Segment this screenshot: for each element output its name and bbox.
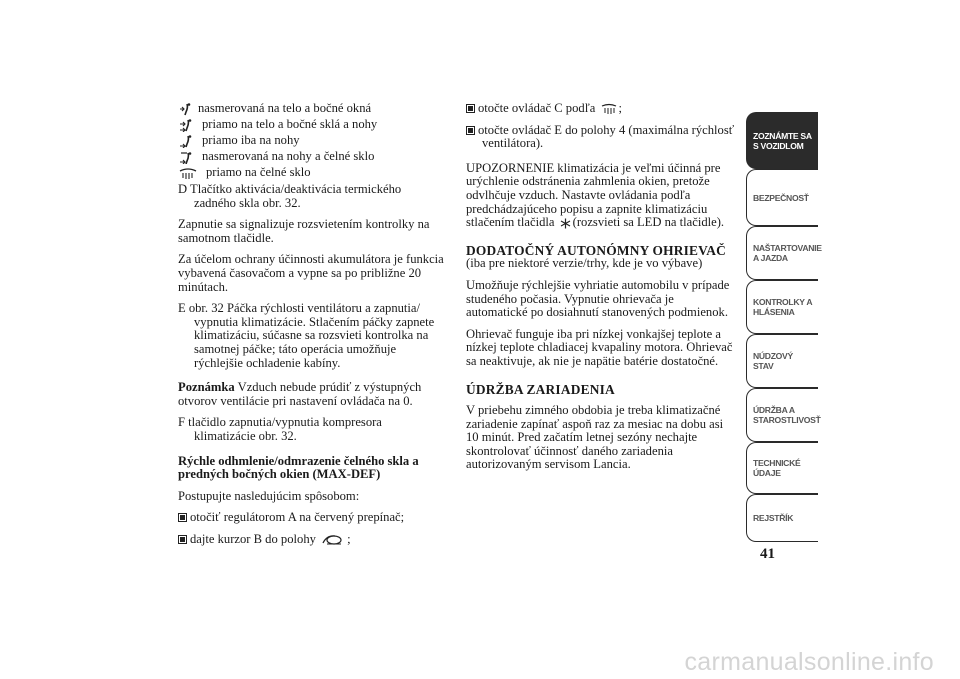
tab-label: BEZPEČNOSŤ — [753, 192, 809, 203]
tab-maintenance[interactable] — [746, 388, 821, 442]
tab-label: REJSTŘÍK — [753, 513, 794, 523]
vent-feet-windshield-icon — [178, 151, 198, 164]
tab-warnings[interactable] — [746, 280, 818, 334]
warning-paragraph — [466, 162, 738, 230]
checkbox-bullet-icon — [466, 126, 475, 135]
checkbox-bullet-icon — [466, 104, 475, 113]
tab-label: TECHNICKÉ ÚDAJE — [753, 458, 801, 478]
tab-label: ZOZNÁMTE SA S VOZIDLOM — [753, 130, 812, 151]
paragraph: Postupujte nasledujúcim spôsobom: — [178, 488, 360, 503]
vent-body-windows-icon — [178, 103, 198, 116]
tab-label: NÚDZOVÝ STAV — [753, 351, 793, 371]
watermark: carmanualsonline.info — [684, 648, 934, 676]
vent-item-feet — [178, 134, 446, 150]
vent-body-feet-icon — [178, 119, 198, 132]
tab-emergency[interactable] — [746, 334, 818, 388]
warning-text: UPOZORNENIE klimatizácia je veľmi účinná pre urýchlenie odstránenia zahmlenia okien, pretože odvlhčuje vzduch. Nastavte ovládania podľa predchádzajúceho popisu a zapnite klimatizáciu stlačením tlačidla — [466, 160, 721, 230]
paragraph: Umožňuje rýchlejšie vyhriatie automobilu v prípade studeného počasia. Vypnutie ohrievača je automatické po dosiahnutí stanovených podmienok. — [466, 277, 730, 320]
step-text: otočte ovládač E do polohy 4 (maximálna rýchlosť ventilátora). — [478, 122, 735, 151]
snowflake-ac-icon — [560, 218, 571, 229]
section-heading-maintenance: ÚDRŽBA ZARIADENIA — [466, 381, 615, 397]
paragraph: V priebehu zimného obdobia je treba klimatizačné zariadenie zapínať aspoň raz za mesiac na dobu asi 10 minút. Pred začatím letnej sezóny nechajte skontrolovať účinnosť daného zariadenia autorizovaným servisom Lancia. — [466, 403, 724, 472]
note — [178, 381, 446, 408]
left-column — [178, 102, 446, 546]
checkbox-bullet-icon — [178, 535, 187, 544]
checkbox-bullet-icon — [178, 513, 187, 522]
vent-item-label: nasmerovaná na nohy a čelné sklo — [202, 149, 375, 163]
step-text-end: ; — [618, 101, 623, 115]
warning-text-end: (rozsvieti sa LED na tlačidle). — [572, 215, 725, 230]
step-text: dajte kurzor B do polohy — [190, 531, 316, 546]
item-d: D Tlačítko aktivácia/deaktivácia termického zadného skla obr. 32. — [178, 182, 402, 210]
tab-label: ÚDRŽBA A STAROSTLIVOSŤ — [753, 405, 821, 425]
step-text: otočiť regulátorom A na červený prepínač; — [190, 510, 405, 525]
vent-feet-icon — [178, 135, 198, 148]
paragraph: Ohrievač funguje iba pri nízkej vonkajšej teplote a nízkej teplote chladiacej kvapaliny motora. Ohrievač sa neaktivuje, ak nie je napätie batérie dostatočné. — [466, 326, 733, 368]
note-label: Poznámka — [178, 380, 235, 395]
heading-subtitle: (iba pre niektoré verzie/trhy, kde je vo výbave) — [466, 256, 703, 271]
step-item — [466, 102, 738, 116]
tab-label: KONTROLKY A HLÁSENIA — [753, 297, 812, 317]
vent-windshield-icon — [178, 167, 198, 180]
step-item — [178, 511, 446, 525]
tab-starting-driving[interactable] — [746, 226, 822, 280]
vent-item-feet-windshield — [178, 150, 446, 166]
section-heading-heater: DODATOČNÝ AUTONÓMNY OHRIEVAČ — [466, 242, 727, 258]
step-text-end: ; — [347, 531, 351, 546]
paragraph: Zapnutie sa signalizuje rozsvietením kontrolky na samotnom tlačidle. — [178, 217, 430, 245]
tab-technical-data[interactable] — [746, 442, 818, 494]
defrost-icon — [601, 103, 617, 115]
vent-item-body-windows — [178, 102, 446, 118]
step-text: otočte ovládač C podľa — [478, 101, 596, 115]
tab-label: NAŠTARTOVANIE A JAZDA — [753, 243, 822, 263]
subheading: Rýchle odhmlenie/odmrazenie čelného skla a predných bočných okien (MAX-DEF) — [178, 453, 419, 482]
windshield-seat-icon — [321, 533, 345, 546]
vent-item-label: priamo iba na nohy — [202, 133, 300, 147]
note-text: Vzduch nebude prúdiť z výstupných otvorov ventilácie pri nastavení ovládača na 0. — [178, 380, 422, 408]
tab-index[interactable] — [746, 494, 818, 542]
paragraph: Za účelom ochrany účinnosti akumulátora je funkcia vybavená časovačom a vypne sa po približne 20 minútach. — [178, 252, 444, 294]
tab-getting-to-know[interactable] — [746, 112, 818, 169]
vent-item-label: nasmerovaná na telo a bočné okná — [198, 101, 372, 115]
page-number: 41 — [760, 546, 775, 562]
step-item — [178, 533, 446, 547]
right-column — [466, 102, 738, 472]
vent-item-label: priamo na telo a bočné sklá a nohy — [202, 117, 378, 131]
item-f: F tlačidlo zapnutia/vypnutia kompresora klimatizácie obr. 32. — [178, 415, 382, 443]
vent-item-windshield — [178, 166, 446, 182]
step-item — [466, 124, 738, 151]
vent-item-label: priamo na čelné sklo — [206, 165, 311, 179]
vent-item-body-feet — [178, 118, 446, 134]
item-e: E obr. 32 Páčka rýchlosti ventilátoru a zapnutia/ vypnutia klimatizácie. Stlačením páčky zapnete klimatizáciu, súčasne sa rozsvieti kontrolka na samotnej páčke; táto operácia umožňuje rýchlejšie ochladenie kabíny. — [178, 301, 435, 370]
tab-safety[interactable] — [746, 169, 818, 226]
